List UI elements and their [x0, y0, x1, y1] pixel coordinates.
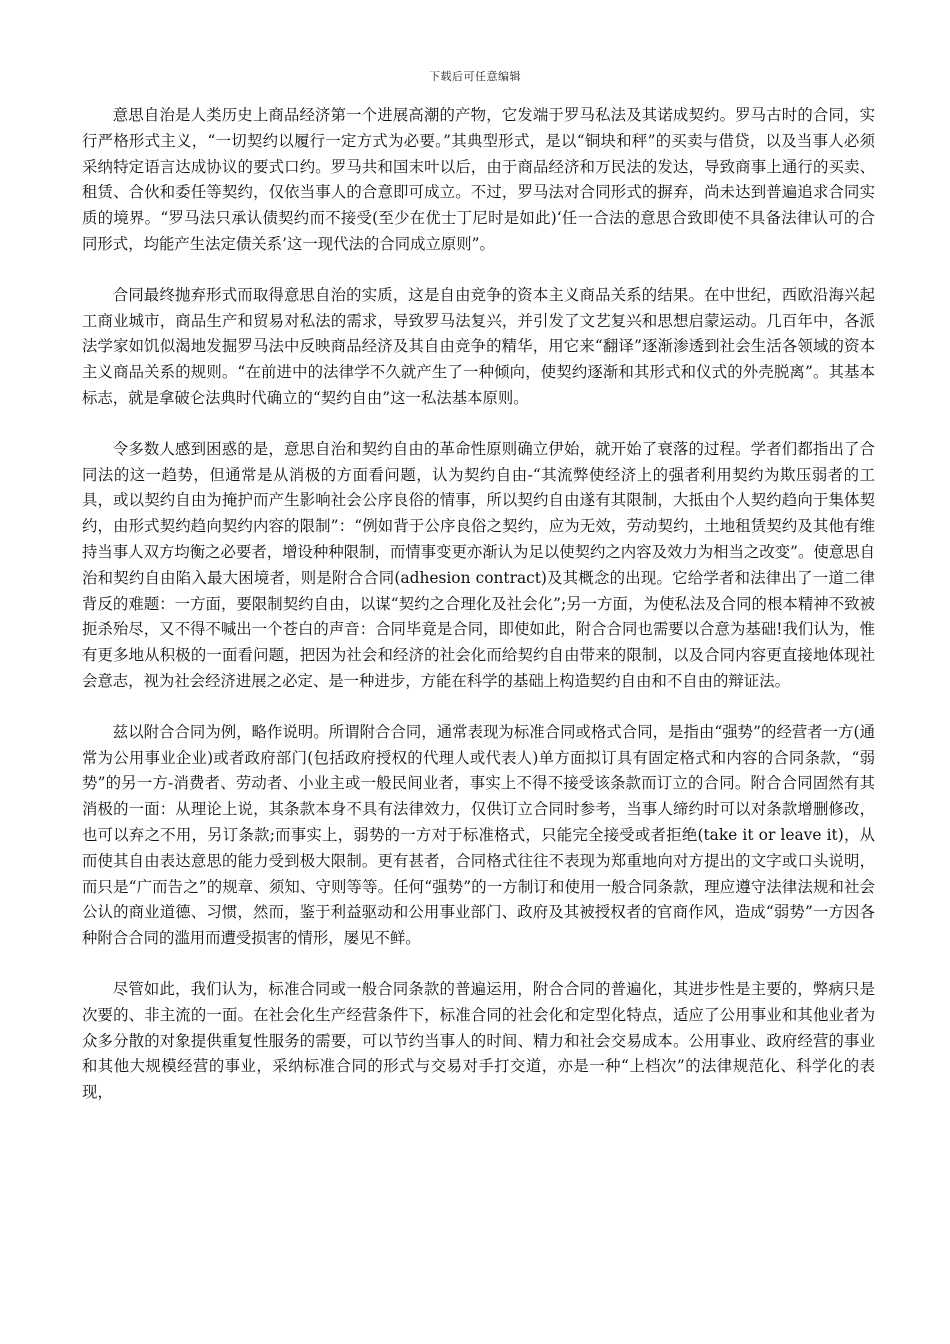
document-body: [82, 103, 875, 1131]
paragraph-2: 合同最终抛弃形式而取得意思自治的实质，这是自由竞争的资本主义商品关系的结果。在中世纪，西欧沿海兴起工商业城市，商品生产和贸易对私法的需求，导致罗马法复兴，并引发了文艺复兴和思想启蒙运动。几百年中，各派法学家如饥似渴地发掘罗马法中反映商品经济及其自由竞争的精华，用它来“翻译”逐渐渗透到社会生活各领域的资本主义商品关系的规则。“在前进中的法律学不久就产生了一种倾向，使契约逐渐和其形式和仪式的外壳脱离”。其基本标志，就是拿破仑法典时代确立的“契约自由”这一私法基本原则。: [82, 285, 875, 407]
paragraph-4: 兹以附合合同为例，略作说明。所谓附合合同，通常表现为标准合同或格式合同，是指由“强势”的经营者一方(通常为公用事业企业)或者政府部门(包括政府授权的代理人或代表人)单方面拟订具有固定格式和内容的合同条款，“弱势”的另一方-消费者、劳动者、小业主或一般民间业者，事实上不得不接受该条款而订立的合同。附合合同固然有其消极的一面：从理论上说，其条款本身不具有法律效力，仅供订立合同时参考，当事人缔约时可以对条款增删修改，也可以弃之不用，另订条款;而事实上，弱势的一方对于标准格式，只能完全接受或者拒绝(take it or leave it)，从而使其自由表达意思的能力受到极大限制。更有甚者，合同格式往往不表现为郑重地向对方提出的文字或口头说明，而只是“广而告之”的规章、须知、守则等等。任何“强势”的一方制订和使用一般合同条款，理应遵守法律法规和社会公认的商业道德、习惯，然而，鉴于利益驱动和公用事业部门、政府及其被授权者的官商作风，造成“弱势”一方因各种附合合同的滥用而遭受损害的情形，屡见不鲜。: [82, 722, 875, 948]
page-header: 下载后可任意编辑: [429, 70, 521, 83]
paragraph-5: 尽管如此，我们认为，标准合同或一般合同条款的普遍运用，附合合同的普遍化，其进步性是主要的，弊病只是次要的、非主流的一面。在社会化生产经营条件下，标准合同的社会化和定型化特点，适应了公用事业和其他业者为众多分散的对象提供重复性服务的需要，可以节约当事人的时间、精力和社会交易成本。公用事业、政府经营的事业和其他大规模经营的事业，采纳标准合同的形式与交易对手打交道，亦是一种“上档次”的法律规范化、科学化的表现，: [82, 979, 875, 1102]
paragraph-1: 意思自治是人类历史上商品经济第一个进展高潮的产物，它发端于罗马私法及其诺成契约。罗马古时的合同，实行严格形式主义，“一切契约以履行一定方式为必要。”其典型形式，是以“铜块和秤”的买卖与借贷，以及当事人必须采纳特定语言达成协议的要式口约。罗马共和国末叶以后，由于商品经济和万民法的发达，导致商事上通行的买卖、租赁、合伙和委任等契约，仅依当事人的合意即可成立。不过，罗马法对合同形式的摒弃，尚未达到普遍追求合同实质的境界。“罗马法只承认债契约而不接受(至少在优士丁尼时是如此)‘任一合法的意思合致即使不具备法律认可的合同形式，均能产生法定债关系’这一现代法的合同成立原则”。: [82, 106, 875, 253]
paragraph-3: 令多数人感到困惑的是，意思自治和契约自由的革命性原则确立伊始，就开始了衰落的过程。学者们都指出了合同法的这一趋势，但通常是从消极的方面看问题，认为契约自由-“其流弊使经济上的强者利用契约为欺压弱者的工具，或以契约自由为掩护而产生影响社会公序良俗的情事，所以契约自由遂有其限制，大抵由个人契约趋向于集体契约，由形式契约趋向契约内容的限制”：“例如背于公序良俗之契约，应为无效，劳动契约，土地租赁契约及其他有维持当事人双方均衡之必要者，增设种种限制，而情事变更亦渐认为足以使契约之内容及效力为相当之改变”。使意思自治和契约自由陷入最大困境者，则是附合合同(adhesion contract)及其概念的出现。它给学者和法律出了一道二律背反的难题：一方面，要限制契约自由，以谋“契约之合理化及社会化”;另一方面，为使私法及合同的根本精神不致被扼杀殆尽，又不得不喊出一个苍白的声音：合同毕竟是合同，即使如此，附合合同也需要以合意为基础!我们认为，惟有更多地从积极的一面看问题，把因为社会和经济的社会化而给契约自由带来的限制，以及合同内容更直接地体现社会意志，视为社会经济进展之必定、是一种进步，方能在科学的基础上构造契约自由和不自由的辩证法。: [82, 439, 875, 690]
